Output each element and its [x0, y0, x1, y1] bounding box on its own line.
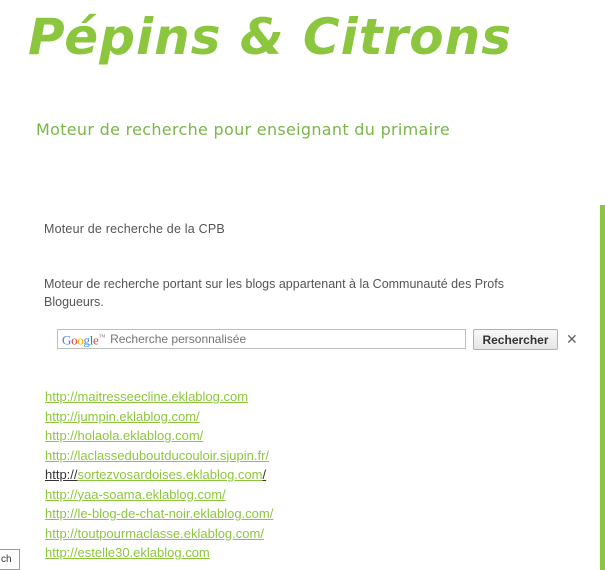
google-logo-letter-e: e — [93, 332, 99, 348]
result-link[interactable]: http://maitresseecline.eklablog.com — [45, 389, 249, 404]
google-trademark-icon: ™ — [98, 333, 106, 342]
site-tagline: Moteur de recherche pour enseignant du primaire — [36, 120, 451, 139]
google-logo-letter-l: l — [89, 332, 94, 348]
result-link-suffix: / — [262, 467, 267, 482]
search-input[interactable] — [105, 330, 465, 348]
search-engine-label: Moteur de recherche de la CPB — [44, 222, 225, 236]
google-logo-letter-o2: o — [77, 332, 84, 348]
close-icon[interactable]: ✕ — [566, 331, 578, 347]
google-logo-letter-o1: o — [71, 332, 78, 348]
result-link[interactable]: http://le-blog-de-chat-noir.eklablog.com/ — [45, 506, 274, 521]
google-logo-letter-g1: G — [62, 332, 72, 348]
result-link[interactable]: http://laclasseduboutducouloir.sjupin.fr/ — [45, 447, 270, 463]
google-logo-letter-g2: g — [83, 332, 90, 348]
results-link-list — [45, 387, 585, 563]
bottom-left-badge[interactable]: ch — [0, 549, 20, 570]
search-box[interactable] — [57, 329, 466, 349]
search-row — [57, 329, 577, 351]
result-link[interactable]: http://holaola.eklablog.com/ — [45, 428, 204, 443]
right-edge-strip — [600, 205, 605, 570]
google-logo-icon — [58, 329, 105, 349]
search-button[interactable]: Rechercher — [473, 329, 558, 350]
result-link[interactable]: http://jumpin.eklablog.com/ — [45, 408, 200, 424]
result-link[interactable]: http://yaa-soama.eklablog.com/ — [45, 486, 226, 502]
result-link-prefix: http:// — [45, 467, 78, 482]
result-link[interactable]: http://toutpourmaclasse.eklablog.com/ — [45, 525, 264, 541]
result-link[interactable]: http://estelle30.eklablog.com — [45, 545, 210, 560]
site-title: Pépins & Citrons — [28, 8, 513, 66]
result-link[interactable] — [45, 465, 585, 485]
search-engine-description: Moteur de recherche portant sur les blogs appartenant à la Communauté des Profs Blogueurs. — [44, 277, 504, 309]
result-link-middle: sortezvosardoises.eklablog.com — [77, 467, 263, 482]
